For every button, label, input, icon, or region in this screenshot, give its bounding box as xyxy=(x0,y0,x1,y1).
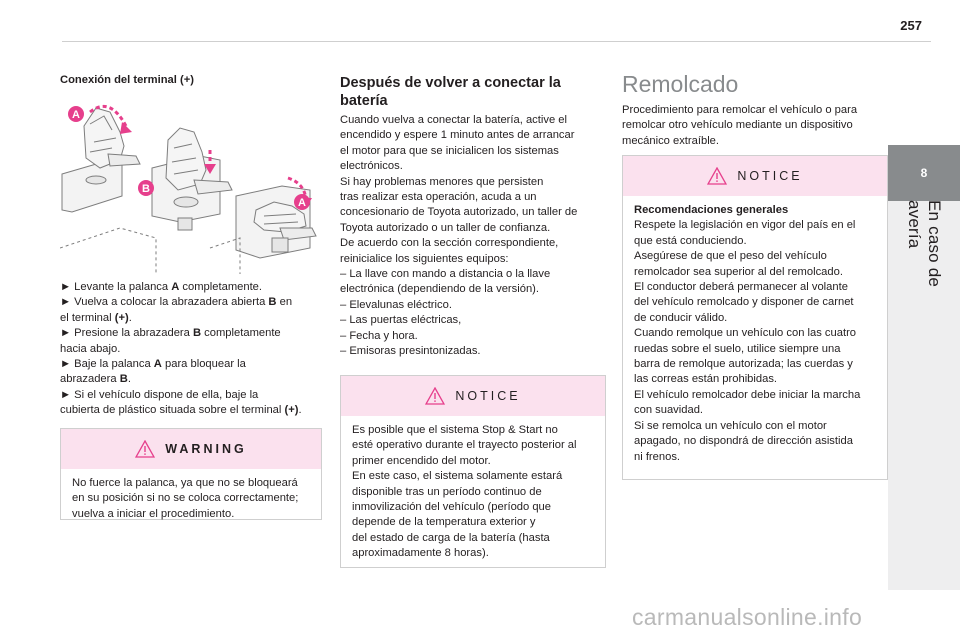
step-line: ► Si el vehículo dispone de ella, baje la xyxy=(60,388,259,401)
towing-notice-box xyxy=(622,155,888,480)
notice-title: NOTICE xyxy=(455,389,521,403)
step-line: abrazadera B. xyxy=(60,373,131,386)
notice-header xyxy=(341,376,605,416)
illustration-label-b: B xyxy=(142,183,150,195)
step-line: ► Presione la abrazadera B completamente xyxy=(60,327,281,340)
notice-title: NOTICE xyxy=(737,169,803,183)
chapter-tab xyxy=(888,145,960,201)
illustration-label-a-right: A xyxy=(298,197,306,209)
step-line: ► Levante la palanca A completamente. xyxy=(60,281,263,293)
step-line: ► Vuelva a colocar la abrazadera abierta B en xyxy=(60,296,293,309)
towing-notice-text: Recomendaciones generales Respete la legislación en vigor del país en el que está conduciendo. Asegúrese de que el peso del vehículo remolcador sea superior al del remolcado. El conductor deberá permanecer al volante del vehículo remolcado y disponer de carnet de conducir válido. Cuando remolque un vehículo con las cuatro ruedas sobre el suelo, utilice siempre una barra de remolque autorizada; las cuerdas y las correas están prohibidas. El vehículo remolcador debe iniciar la marcha con suavidad. Si se remolca un vehículo con el motor apagado, no dispondrá de dirección asistida ni frenos. xyxy=(623,196,887,473)
page-number: 257 xyxy=(900,18,922,33)
section-subtitle: Conexión del terminal (+) xyxy=(60,74,194,86)
connection-steps xyxy=(60,280,302,419)
step-line: cubierta de plástico situada sobre el terminal (+). xyxy=(60,404,302,417)
section-heading: Después de volver a conectar la batería xyxy=(340,75,561,109)
notice-header xyxy=(623,156,887,196)
step-line: el terminal (+). xyxy=(60,311,132,324)
battery-terminal-illustration xyxy=(60,98,322,274)
chapter-number: 8 xyxy=(920,166,928,180)
illustration-label-a-left: A xyxy=(72,109,80,121)
notice-text: Es posible que el sistema Stop & Start no esté operativo durante el trayecto posterior al primer encendido del motor. En este caso, el sistema solamente estará disponible tras un período continuo de inmovilización del vehículo (período que depende de la temperatura exterior y del estado de carga de la batería (hasta aproximadamente 8 horas). xyxy=(352,424,577,560)
step-line: ► Baje la palanca A para bloquear la xyxy=(60,358,246,371)
header-divider xyxy=(62,41,931,42)
notice-triangle-icon xyxy=(425,387,445,405)
warning-text: No fuerce la palanca, ya que no se bloqueará en su posición si no se coloca correctamente; vuelva a iniciar el procedimiento. xyxy=(72,477,299,520)
warning-box xyxy=(60,428,322,520)
warning-title: WARNING xyxy=(165,442,247,456)
chapter-title: En caso de avería xyxy=(905,200,944,288)
warning-triangle-icon xyxy=(135,440,155,458)
section-title: Remolcado xyxy=(622,71,739,97)
warning-header xyxy=(61,429,321,469)
reconnect-text: Cuando vuelva a conectar la batería, active el encendido y espere 1 minuto antes de arrancar el motor para que se inicialicen los sistemas electrónicos. Si hay problemas menores que persisten tras realizar esta operación, acuda a un concesionario de Toyota autorizado, un taller de Toyota autorizado o un taller de confianza. De acuerdo con la sección correspondiente, reinicialice los siguientes equipos: – La llave con mando a distancia o la llave electrónica (dependiendo de la versión). – Elevalunas eléctrico. – Las puertas eléctricas, – Fecha y hora. – Emisoras presintonizadas. xyxy=(340,114,578,358)
towing-intro: Procedimiento para remolcar el vehículo o para remolcar otro vehículo mediante un dispositivo mecánico extraíble. xyxy=(622,104,858,147)
notice-triangle-icon xyxy=(707,167,727,185)
step-line: hacia abajo. xyxy=(60,342,121,355)
notice-subtitle: Recomendaciones generales xyxy=(634,204,789,216)
notice-box xyxy=(340,375,606,568)
watermark: carmanualsonline.info xyxy=(632,604,863,630)
